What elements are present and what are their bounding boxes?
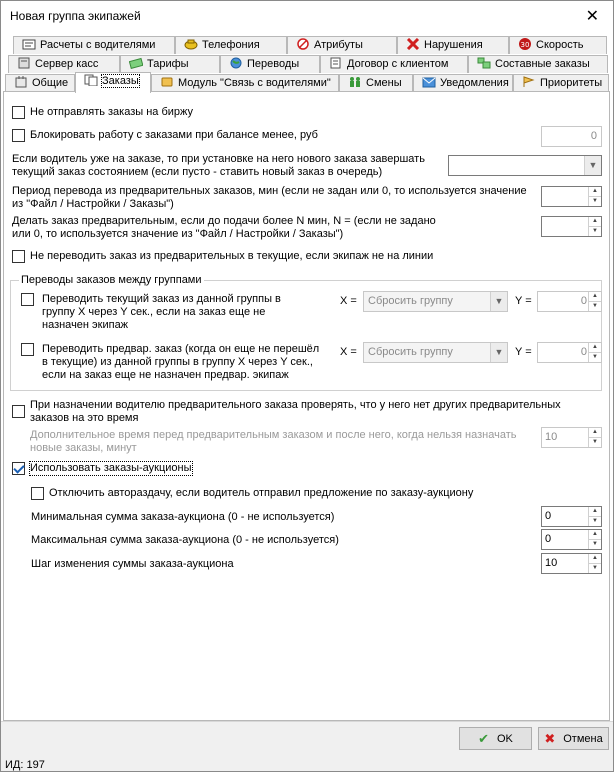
transfer-current-seconds-spinner[interactable] <box>537 291 602 312</box>
busy-state-select[interactable] <box>448 155 602 176</box>
use-auction-checkbox[interactable] <box>12 462 25 475</box>
tab-tariffs[interactable] <box>120 55 220 73</box>
tab-compound-orders[interactable] <box>468 55 608 73</box>
block-balance-checkbox[interactable] <box>12 129 25 142</box>
module-icon <box>160 76 174 88</box>
tab-label: Телефония <box>202 39 260 51</box>
tab-label: Составные заказы <box>495 58 590 70</box>
transfer-period-spinner[interactable] <box>541 186 602 207</box>
transfer-prelim-x-label: X = <box>340 346 357 358</box>
tab-row-3 <box>3 74 611 92</box>
tab-label: Приоритеты <box>540 77 603 89</box>
title-bar <box>1 1 613 32</box>
busy-state-label: Если водитель уже на заказе, то при установке на него нового заказа завершать текущий заказ состоянием (если пусто - ставить новый заказ в очередь) <box>12 153 425 178</box>
spin-up-icon[interactable]: ▲ <box>592 188 598 194</box>
disable-autodistribution-label: Отключить автораздачу, если водитель отправил предложение по заказу-аукциону <box>49 487 474 499</box>
spin-down-icon[interactable]: ▼ <box>589 539 601 548</box>
spin-down-icon[interactable]: ▼ <box>589 563 601 572</box>
check-icon: ✔ <box>478 731 489 746</box>
spin-down-icon[interactable]: ▼ <box>589 352 601 361</box>
transfer-current-seconds-value: 0 <box>580 295 587 307</box>
no-smoking-icon <box>296 38 310 50</box>
notifications-icon <box>422 76 436 88</box>
shifts-people-icon <box>348 76 362 88</box>
cancel-x-icon: ✖ <box>544 731 556 746</box>
transfer-current-label: Переводить текущий заказ из данной группы в группу X через Y сек., если на заказ еще не назначен экипаж <box>42 293 281 331</box>
step-value: 10 <box>545 557 558 569</box>
violation-cross-icon <box>406 38 420 50</box>
tab-driver-link-module[interactable] <box>151 74 339 92</box>
chevron-down-icon: ▼ <box>490 343 507 362</box>
use-auction-label: Использовать заказы-аукционы <box>30 462 192 474</box>
spin-up-icon[interactable]: ▲ <box>592 555 598 561</box>
tab-cash-server[interactable] <box>8 55 120 73</box>
cancel-label: Отмена <box>563 733 603 745</box>
spin-down-icon[interactable]: ▼ <box>589 196 601 205</box>
no-transfer-offline-label: Не переводить заказ из предварительных в текущие, если экипаж не на линии <box>30 250 434 262</box>
compound-orders-icon <box>477 57 491 69</box>
tab-orders[interactable] <box>75 72 151 93</box>
priorities-icon <box>522 76 536 88</box>
tab-label: Атрибуты <box>314 39 363 51</box>
disable-autodistribution-checkbox[interactable] <box>31 487 44 500</box>
extra-time-label: Дополнительное время перед предварительным заказом и после него, когда нельзя назначать новые заказы, минут <box>30 429 517 454</box>
no-transfer-offline-checkbox[interactable] <box>12 250 25 263</box>
tab-label: Уведомления <box>440 77 509 89</box>
transfer-period-label: Период перевода из предварительных заказов, мин (если не задан или 0, то используется значение из "Файл / Настройки / Заказы") <box>12 185 527 210</box>
max-sum-label: Максимальная сумма заказа-аукциона (0 - не используется) <box>31 534 339 546</box>
tab-attributes[interactable] <box>287 36 397 54</box>
status-id: ИД: 197 <box>5 759 45 771</box>
spin-up-icon[interactable]: ▲ <box>592 531 598 537</box>
transfer-current-x-label: X = <box>340 295 357 307</box>
extra-time-spinner[interactable] <box>541 427 602 448</box>
tab-drivers-payments[interactable] <box>13 36 175 54</box>
tab-label: Расчеты с водителями <box>40 39 156 51</box>
ok-button[interactable] <box>459 727 532 750</box>
tariff-icon <box>129 57 143 69</box>
tab-label: Смены <box>366 77 402 89</box>
contract-icon <box>329 57 343 69</box>
orders-icon <box>84 74 98 86</box>
speed-limit-icon <box>518 38 532 50</box>
min-sum-label: Минимальная сумма заказа-аукциона (0 - не используется) <box>31 511 335 523</box>
cash-server-icon <box>17 57 31 69</box>
transfer-current-checkbox[interactable] <box>21 293 34 306</box>
tab-client-contract[interactable] <box>320 55 468 73</box>
spin-up-icon[interactable]: ▲ <box>592 344 598 350</box>
spin-down-icon[interactable]: ▼ <box>589 516 601 525</box>
spin-down-icon[interactable]: ▼ <box>589 437 601 446</box>
min-sum-spinner[interactable] <box>541 506 602 527</box>
transfer-prelim-group-value: Сбросить группу <box>368 346 453 358</box>
chevron-down-icon: ▼ <box>490 292 507 311</box>
transfer-prelim-y-label: Y = <box>515 346 532 358</box>
block-balance-label: Блокировать работу с заказами при балансе менее, руб <box>30 129 318 141</box>
transfer-prelim-seconds-value: 0 <box>580 346 587 358</box>
tab-label: Переводы <box>247 58 300 70</box>
transfer-current-y-label: Y = <box>515 295 532 307</box>
step-spinner[interactable] <box>541 553 602 574</box>
tab-label: Договор с клиентом <box>347 58 449 70</box>
transfer-current-group-value: Сбросить группу <box>368 295 453 307</box>
step-label: Шаг изменения суммы заказа-аукциона <box>31 558 234 570</box>
spin-down-icon[interactable]: ▼ <box>589 301 601 310</box>
tab-general[interactable] <box>5 74 75 92</box>
no-exchange-label: Не отправлять заказы на биржу <box>30 106 194 118</box>
phone-icon <box>184 38 198 50</box>
tab-label: Тарифы <box>147 58 189 70</box>
tab-label: Скорость <box>536 39 584 51</box>
close-icon[interactable]: ✕ <box>585 8 599 25</box>
tab-shifts[interactable] <box>339 74 413 92</box>
make-prelim-label: Делать заказ предварительным, если до подачи более N мин, N = (если не задано или 0, то используется значение из "Файл / Настройки / Заказы") <box>12 215 436 240</box>
group-transfers-title: Переводы заказов между группами <box>21 274 202 286</box>
window-title: Новая группа экипажей <box>10 9 141 23</box>
svg-text:30: 30 <box>520 41 530 49</box>
spin-up-icon[interactable]: ▲ <box>592 218 598 224</box>
tab-transfers[interactable] <box>220 55 320 73</box>
tab-label: Заказы <box>102 75 139 87</box>
ok-label: OK <box>497 733 513 745</box>
transfer-globe-icon <box>229 57 243 69</box>
cancel-button[interactable] <box>538 727 609 750</box>
tab-violations[interactable] <box>397 36 509 54</box>
tab-label: Общие <box>32 77 69 89</box>
spin-down-icon[interactable]: ▼ <box>589 226 601 235</box>
transfer-current-group-select[interactable] <box>363 291 508 312</box>
transfer-prelim-label: Переводить предвар. заказ (когда он еще не перешёл в текущие) из данной группы в группу X через Y сек., если на заказ еще не назначен предвар. экипаж <box>42 343 320 381</box>
spin-up-icon[interactable]: ▲ <box>592 293 598 299</box>
chevron-down-icon: ▼ <box>584 156 601 175</box>
tab-row-1 <box>3 36 611 54</box>
tab-speed[interactable] <box>509 36 607 54</box>
tab-telephony[interactable] <box>175 36 287 54</box>
general-icon <box>14 76 28 88</box>
drivers-payment-icon <box>22 38 36 50</box>
no-exchange-checkbox[interactable] <box>12 106 25 119</box>
extra-time-value: 10 <box>545 431 558 443</box>
tab-label: Сервер касс <box>35 58 99 70</box>
max-sum-value: 0 <box>545 533 552 545</box>
transfer-prelim-checkbox[interactable] <box>21 343 34 356</box>
check-prelim-checkbox[interactable] <box>12 405 25 418</box>
spin-up-icon[interactable]: ▲ <box>592 429 598 435</box>
transfer-prelim-seconds-spinner[interactable] <box>537 342 602 363</box>
dialog-footer <box>1 721 613 771</box>
tab-label: Нарушения <box>424 39 483 51</box>
spin-up-icon[interactable]: ▲ <box>592 508 598 514</box>
make-prelim-spinner[interactable] <box>541 216 602 237</box>
transfer-prelim-group-select[interactable] <box>363 342 508 363</box>
tab-notifications[interactable] <box>413 74 513 92</box>
tab-priorities[interactable] <box>513 74 609 92</box>
min-sum-value: 0 <box>545 510 552 522</box>
tab-row-2 <box>3 55 611 73</box>
max-sum-spinner[interactable] <box>541 529 602 550</box>
check-prelim-label: При назначении водителю предварительного заказа проверять, что у него нет других предварительных заказов на это время <box>30 399 561 424</box>
block-balance-input[interactable]: 0 <box>541 126 602 147</box>
tab-label: Модуль "Связь с водителями" <box>178 77 331 89</box>
